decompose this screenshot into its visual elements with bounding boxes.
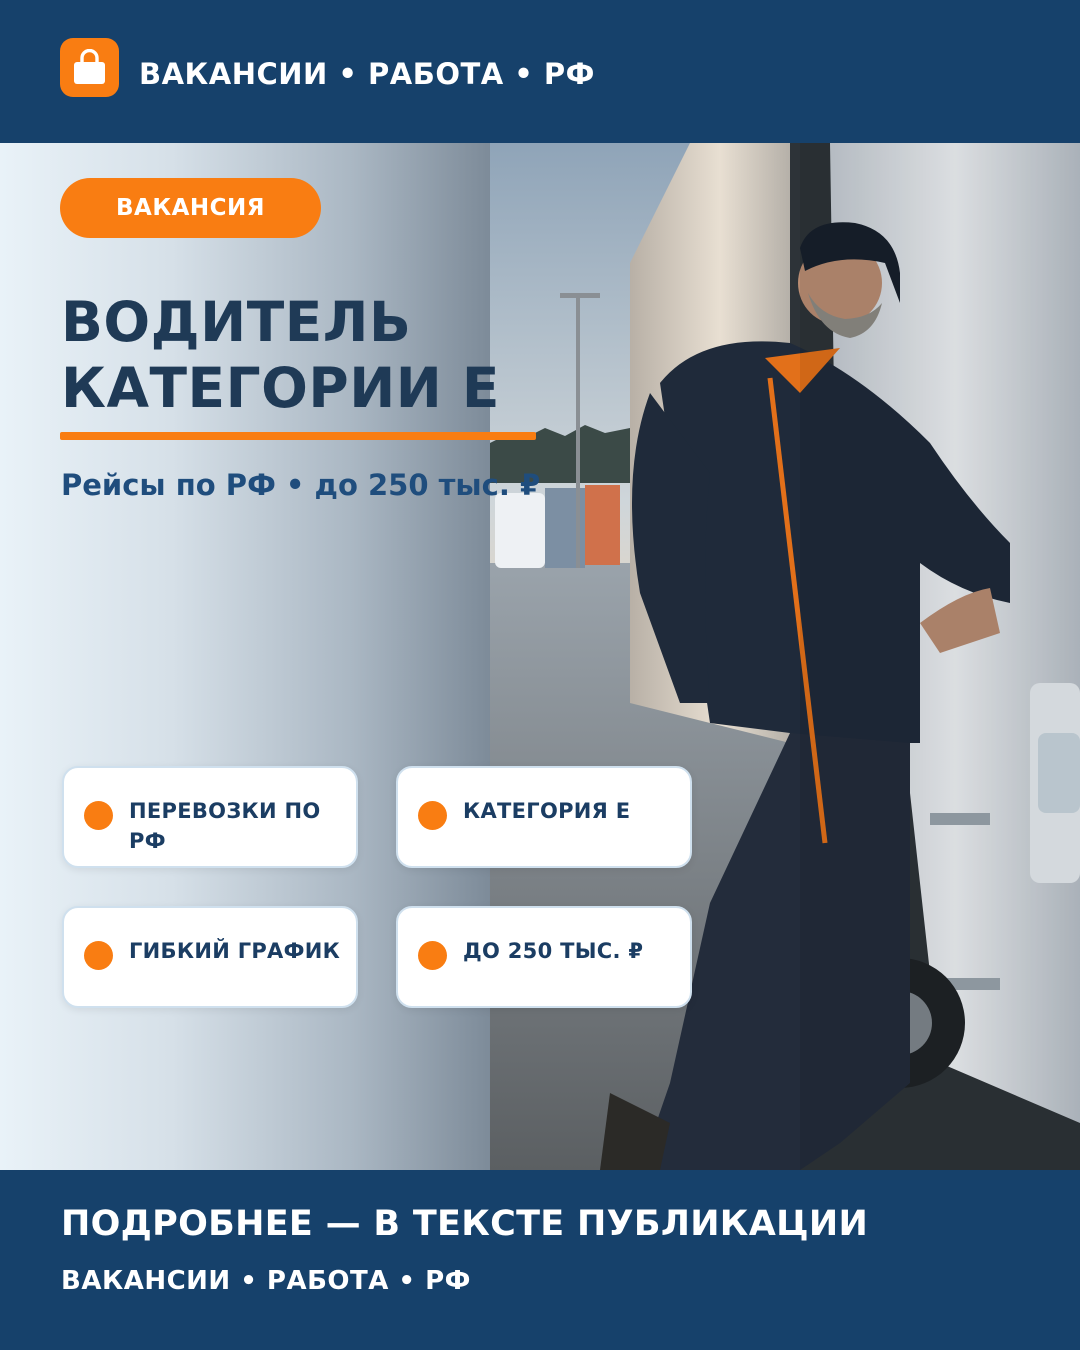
logo: [60, 38, 119, 97]
feature-card: [396, 766, 692, 868]
feature-label: КАТЕГОРИЯ Е: [463, 799, 631, 823]
feature-card: [62, 766, 358, 868]
feature-label: ГИБКИЙ ГРАФИК: [129, 939, 341, 963]
orange-dot-icon: [84, 941, 113, 970]
hero: [0, 143, 1080, 1170]
feature-card: [396, 906, 692, 1008]
title-underline: [60, 432, 536, 440]
header: [0, 0, 1080, 143]
title-line-2: КАТЕГОРИИ Е: [61, 356, 501, 420]
orange-dot-icon: [84, 801, 113, 830]
orange-dot-icon: [418, 941, 447, 970]
footer-cta: ПОДРОБНЕЕ — В ТЕКСТЕ ПУБЛИКАЦИИ: [61, 1204, 869, 1244]
footer-brand: ВАКАНСИИ • РАБОТА • РФ: [61, 1266, 471, 1296]
feature-label: ПЕРЕВОЗКИ ПО РФ: [129, 799, 321, 853]
subtitle: Рейсы по РФ • до 250 тыс. ₽: [61, 468, 541, 502]
lock-bag-icon: [73, 49, 106, 85]
feature-label: ДО 250 ТЫС. ₽: [463, 939, 644, 963]
title-line-1: ВОДИТЕЛЬ: [61, 290, 412, 354]
orange-dot-icon: [418, 801, 447, 830]
brand-name: ВАКАНСИИ • РАБОТА • РФ: [139, 57, 595, 91]
footer: [0, 1170, 1080, 1350]
driver-photo: [490, 143, 1080, 1170]
feature-card: [62, 906, 358, 1008]
vacancy-badge: ВАКАНСИЯ: [60, 178, 321, 238]
page-title: [61, 289, 500, 421]
